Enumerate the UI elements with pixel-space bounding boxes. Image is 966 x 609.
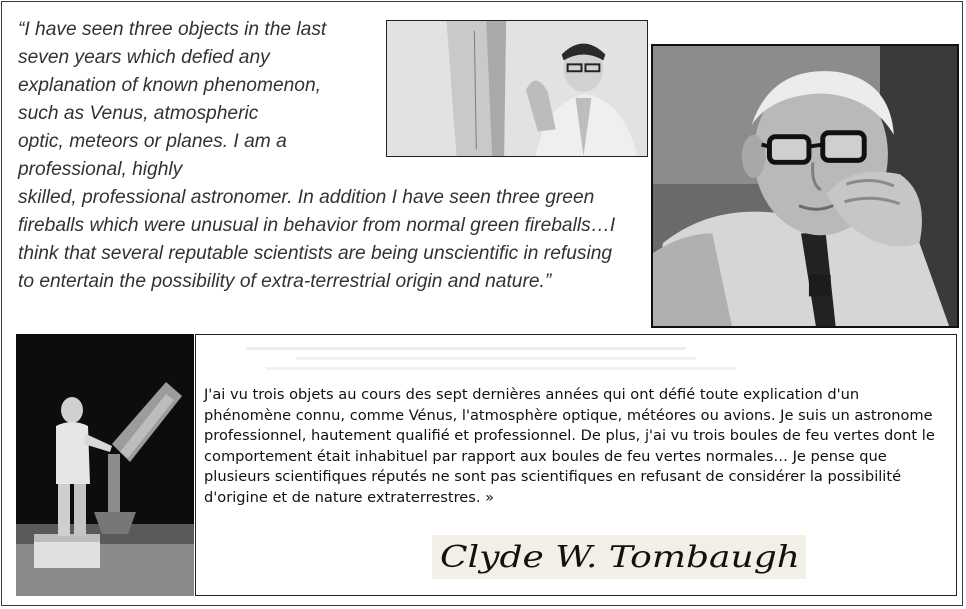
elderly-astronomer-portrait: [651, 44, 959, 328]
quote-line: explanation of known phenomenon,: [18, 75, 321, 96]
faint-background-lines: [236, 343, 756, 373]
astronomer-with-telescope-photo: [16, 334, 194, 596]
quote-line: “I have seen three objects in the last: [18, 19, 327, 40]
french-translation-box: [195, 334, 957, 596]
french-quote: J'ai vu trois objets au cours des sept dernières années qui ont défié toute explication d'un phénomène connu, comme Vénus, l'atmosphère optique, météores ou avions. Je suis un astronome professionnel, hautement qualifié et professionnel. De plus, j'ai vu trois boules de feu vertes dont le comportement était inhabituel par rapport aux boules de feu vertes normales… Je pense que plusieurs scientifiques réputés ne sont pas scientifiques en refusant de considérer la possibilité d'origine et de nature extraterrestres. »: [204, 386, 935, 506]
english-quote-narrow-lines: [18, 16, 378, 184]
signature-image: [432, 535, 806, 579]
quote-line: professional, highly: [18, 159, 183, 180]
quote-line: such as Venus, atmospheric: [18, 103, 259, 124]
young-astronomer-photo: [386, 20, 648, 157]
quote-line: seven years which defied any: [18, 47, 270, 68]
quote-rest: skilled, professional astronomer. In addition I have seen three green fireballs which were unusual in behavior from normal green fireballs…I think that several reputable scientists are being unscientific in refusing to entertain the possibility of extra-terrestrial origin and nature.”: [18, 187, 616, 292]
signature-text: Clyde W. Tombaugh: [440, 540, 800, 575]
quote-line: optic, meteors or planes. I am a: [18, 131, 287, 152]
